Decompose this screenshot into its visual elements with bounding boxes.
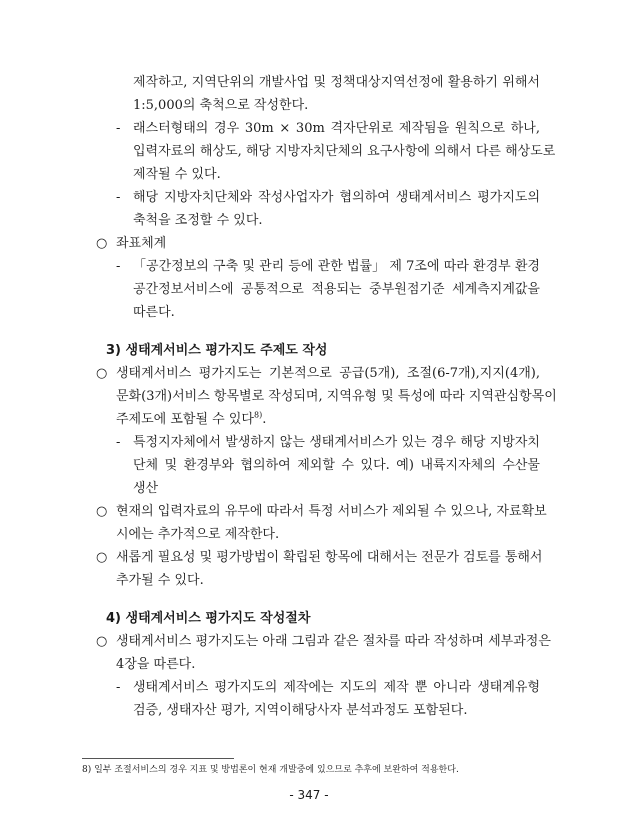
section-4-heading: 4) 생태계서비스 평가지도 작성절차 xyxy=(106,611,311,626)
dash-marker: - xyxy=(116,680,121,695)
footnote-divider xyxy=(82,758,234,759)
s3-item1-line-3-end: . xyxy=(262,412,267,427)
s3-item1-line-3 xyxy=(116,412,266,428)
circle-marker: ○ xyxy=(96,236,108,251)
raster-bullet-line-1: 래스터형태의 경우 30m × 30m 격자단위로 제작됨을 원칙으로 하나, xyxy=(133,121,540,136)
coord-bullet-line-1: 「공간정보의 구축 및 관리 등에 관한 법률」 제 7조에 따라 환경부 환경 xyxy=(133,259,540,274)
raster-bullet-line-3: 제작될 수 있다. xyxy=(133,167,221,182)
s3-item1-line-2: 문화(3개)서비스 항목별로 작성되며, 지역유형 및 특성에 따라 지역관심항목이 xyxy=(116,389,557,404)
scale-bullet-line-2: 축척을 조정할 수 있다. xyxy=(133,213,263,228)
s3-item2-line-1: 현재의 입력자료의 유무에 따라서 특정 서비스가 제외될 수 있으나, 자료확보 xyxy=(116,504,547,519)
s3-item2-line-2: 시에는 추가적으로 제작한다. xyxy=(116,527,280,542)
s3-item1-line-3-text: 주제도에 포함될 수 있다 xyxy=(116,412,254,427)
section-3-heading: 3) 생태계서비스 평가지도 주제도 작성 xyxy=(106,343,328,358)
circle-marker: ○ xyxy=(96,550,108,565)
coord-title: 좌표체계 xyxy=(116,236,167,251)
s3-sub1-line-1: 특정지자체에서 발생하지 않는 생태계서비스가 있는 경우 해당 지방자치 xyxy=(133,435,540,450)
footnote-text: 8) 일부 조절서비스의 경우 지표 및 방법론이 현재 개발중에 있으므로 추후에 보완하여 적용한다. xyxy=(82,765,459,775)
dash-marker: - xyxy=(116,190,121,205)
coord-bullet-line-2: 공간정보서비스에 공통적으로 적용되는 중부원점기준 세계측지계값을 xyxy=(133,282,540,297)
circle-marker: ○ xyxy=(96,504,108,519)
dash-marker: - xyxy=(116,121,121,136)
s3-item3-line-1: 새롭게 필요성 및 평가방법이 확립된 항목에 대해서는 전문가 검토를 통해서 xyxy=(116,550,543,565)
intro-line-1: 제작하고, 지역단위의 개발사업 및 정책대상지역선정에 활용하기 위해서 xyxy=(133,75,540,90)
s3-sub1-line-2: 단체 및 환경부와 협의하여 제외할 수 있다. 예) 내륙지자체의 수산물 xyxy=(133,458,540,473)
page-number: - 347 - xyxy=(289,788,329,802)
raster-bullet-line-2: 입력자료의 해상도, 해당 지방자치단체의 요구사항에 의해서 다른 해상도로 xyxy=(133,144,556,159)
scale-bullet-line-1: 해당 지방자치단체와 작성사업자가 협의하여 생태계서비스 평가지도의 xyxy=(133,190,540,205)
s3-item1-line-1: 생태계서비스 평가지도는 기본적으로 공급(5개), 조절(6-7개),지지(4개), xyxy=(116,366,540,381)
s4-sub1-line-1: 생태계서비스 평가지도의 제작에는 지도의 제작 뿐 아니라 생태계유형 xyxy=(133,680,540,695)
coord-bullet-line-3: 따른다. xyxy=(133,305,175,320)
s4-sub1-line-2: 검증, 생태자산 평가, 지역이해당사자 분석과정도 포함된다. xyxy=(133,703,468,718)
circle-marker: ○ xyxy=(96,366,108,381)
s3-item3-line-2: 추가될 수 있다. xyxy=(116,573,204,588)
circle-marker: ○ xyxy=(96,634,108,649)
dash-marker: - xyxy=(116,435,121,450)
s4-item1-line-1: 생태계서비스 평가지도는 아래 그림과 같은 절차를 따라 작성하며 세부과정은 xyxy=(116,634,551,649)
footnote-reference[interactable]: 8) xyxy=(253,410,263,420)
intro-line-2: 1:5,000의 축척으로 작성한다. xyxy=(133,98,309,113)
s3-sub1-line-3: 생산 xyxy=(133,481,159,496)
s4-item1-line-2: 4장을 따른다. xyxy=(116,657,196,672)
dash-marker: - xyxy=(116,259,121,274)
